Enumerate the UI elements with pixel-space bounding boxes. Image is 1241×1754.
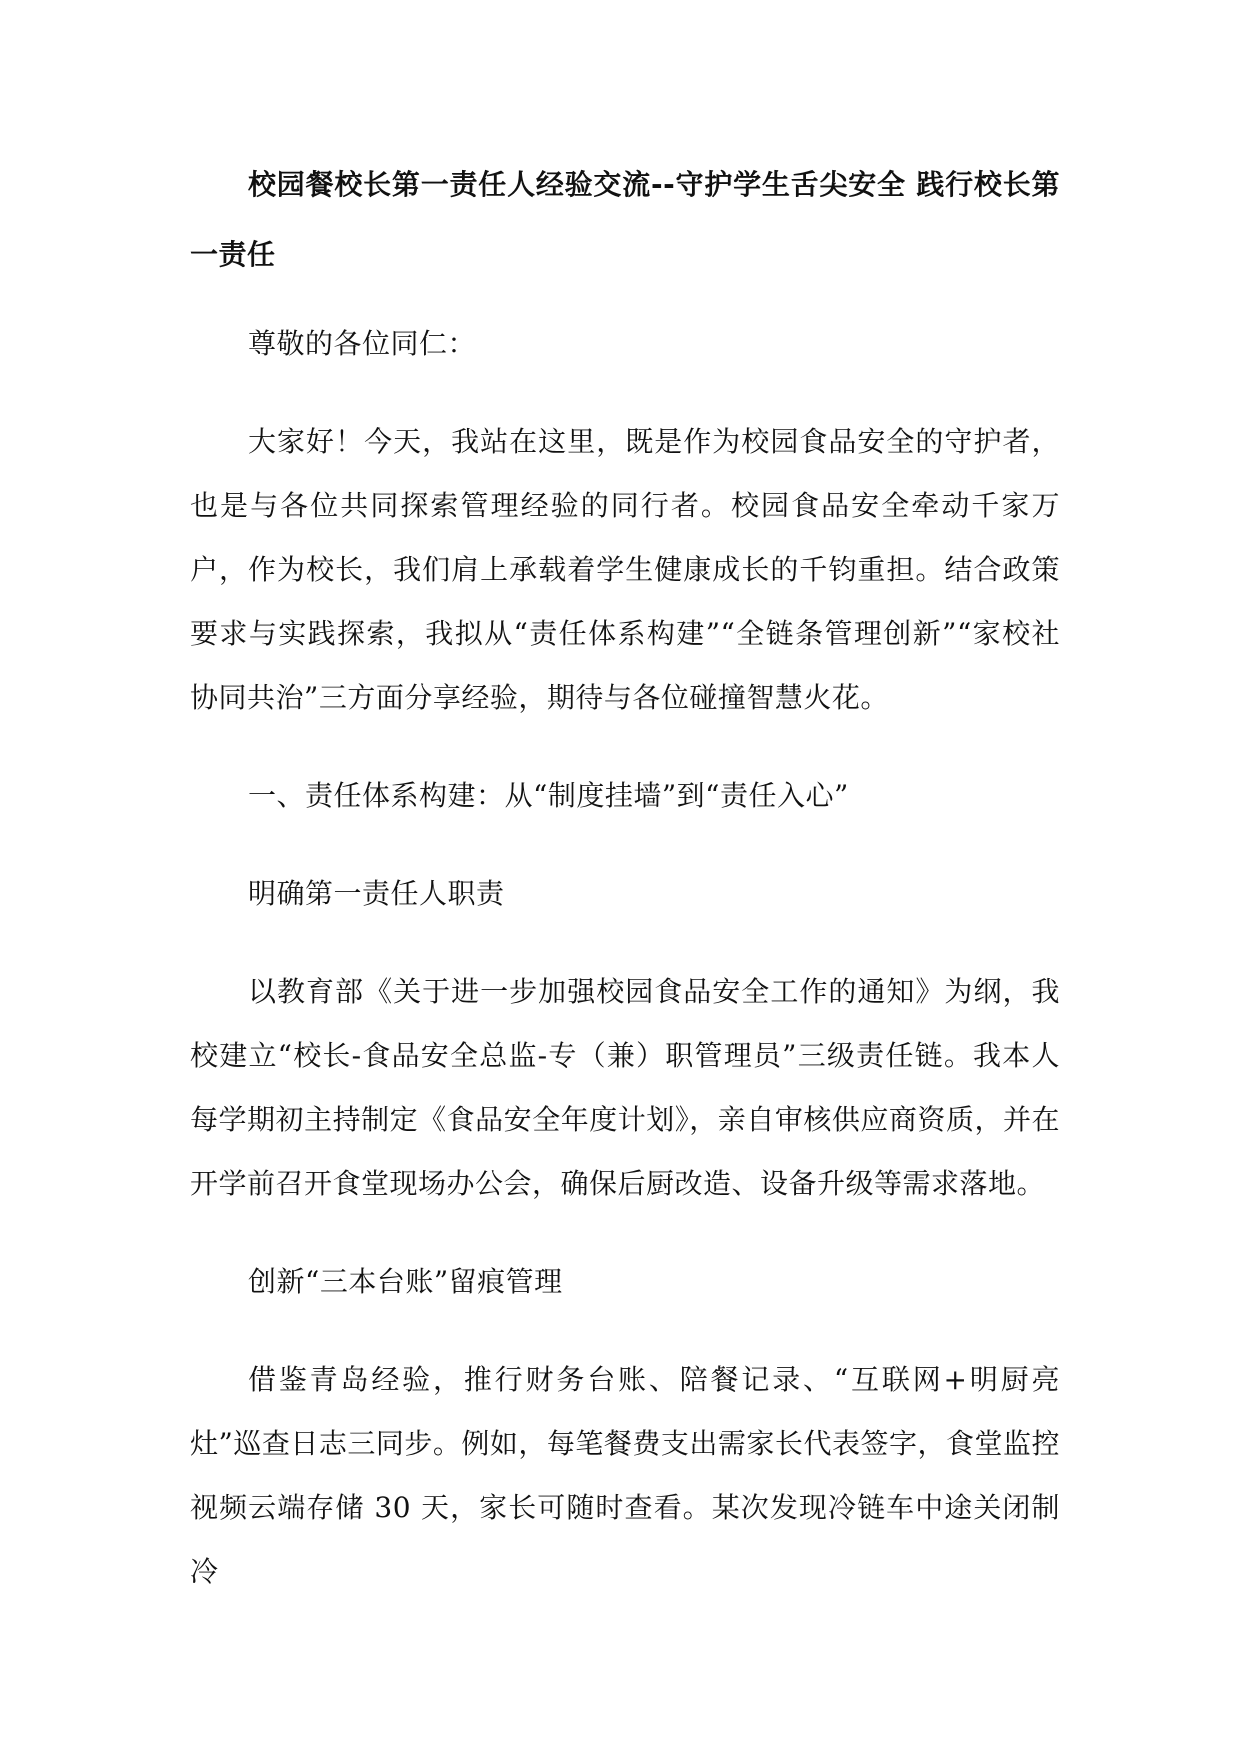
greeting-paragraph: 尊敬的各位同仁： [248, 327, 477, 360]
document-title: 校园餐校长第一责任人经验交流--守护学生舌尖安全 践行校长第一责任 [190, 168, 1060, 271]
subsection-heading: 明确第一责任人职责 [248, 877, 505, 910]
section-heading: 一、责任体系构建：从“制度挂墙”到“责任入心” [248, 779, 849, 812]
intro-paragraph: 大家好！今天，我站在这里，既是作为校园食品安全的守护者，也是与各位共同探索管理经验的同行者。校园食品安全牵动千家万户，作为校长，我们肩上承载着学生健康成长的千钧重担。结合政策要求与实践探索，我拟从“责任体系构建”“全链条管理创新”“家校社协同共治”三方面分享经验，期待与各位碰撞智慧火花。 [190, 425, 1060, 714]
body-paragraph: 借鉴青岛经验，推行财务台账、陪餐记录、“互联网+明厨亮灶”巡查日志三同步。例如，每笔餐费支出需家长代表签字，食堂监控视频云端存储 30 天，家长可随时查看。某次发现冷链车中途关闭制冷 [190, 1363, 1060, 1588]
subsection-heading: 创新“三本台账”留痕管理 [248, 1265, 563, 1298]
body-paragraph: 以教育部《关于进一步加强校园食品安全工作的通知》为纲，我校建立“校长-食品安全总监-专（兼）职管理员”三级责任链。我本人每学期初主持制定《食品安全年度计划》，亲自审核供应商资质，并在开学前召开食堂现场办公会，确保后厨改造、设备升级等需求落地。 [190, 975, 1060, 1200]
